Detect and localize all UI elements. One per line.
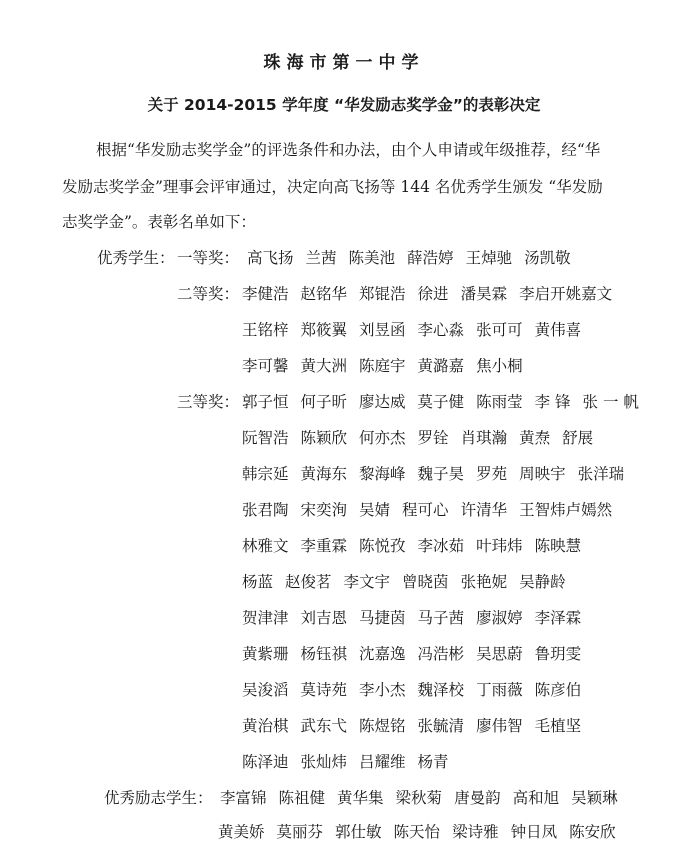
inspirational-row [220, 786, 630, 808]
award-name: 黄潞嘉 [417, 357, 465, 375]
award-name: 黄伟喜 [534, 321, 582, 339]
category-inspirational-label: 优秀励志学生： [104, 789, 213, 807]
third-prize-row [242, 678, 593, 700]
award-name: 吴静龄 [519, 573, 566, 591]
award-name: 廖淑婷 [476, 609, 523, 627]
second-prize-row [242, 354, 535, 376]
second-prize-row [242, 282, 624, 304]
award-name: 冯浩彬 [417, 645, 465, 663]
award-name: 杨钰祺 [300, 645, 348, 663]
award-name: 廖伟智 [476, 717, 523, 735]
award-name: 毛植坚 [534, 717, 582, 735]
award-name: 郑筱翼 [300, 321, 348, 339]
award-name: 肖琪瀚 [460, 429, 508, 447]
third-prize-row [242, 390, 651, 412]
award-name: 梁秋菊 [395, 789, 443, 807]
award-name: 陈安欣 [569, 823, 616, 841]
award-name: 黄紫珊 [242, 645, 289, 663]
award-name: 舒展 [562, 429, 594, 447]
award-name: 陈天怡 [393, 823, 441, 841]
award-name: 黄焘 [519, 429, 551, 447]
award-name: 徐进 [417, 285, 449, 303]
award-name: 沈嘉逸 [359, 645, 406, 663]
intro-line-1: 根据“华发励志奖学金”的评选条件和办法，由个人申请或年级推荐，经“华 [96, 141, 601, 159]
award-name: 韩宗延 [242, 465, 289, 483]
award-name: 马子茜 [417, 609, 465, 627]
award-name: 唐曼韵 [454, 789, 501, 807]
award-name: 贺津津 [242, 609, 289, 627]
award-name: 陈庭宇 [359, 357, 406, 375]
award-name: 李重霖 [300, 537, 348, 555]
award-name: 李启开姚嘉文 [519, 285, 613, 303]
award-name: 陈悦孜 [359, 537, 406, 555]
award-name: 兰茜 [305, 249, 337, 267]
first-prize-names [247, 246, 583, 268]
category-excellent-label: 优秀学生： [97, 249, 175, 267]
award-name: 陈美池 [348, 249, 396, 267]
award-name: 阮智浩 [242, 429, 289, 447]
award-name: 程可心 [402, 501, 449, 519]
award-name: 黄华集 [337, 789, 384, 807]
third-prize-row [242, 570, 578, 592]
award-name: 林雅文 [242, 537, 289, 555]
award-name: 莫丽芬 [276, 823, 324, 841]
award-name: 吴婧 [359, 501, 391, 519]
third-prize-row [242, 498, 624, 520]
award-name: 马捷茵 [359, 609, 406, 627]
third-prize-row [242, 714, 593, 736]
award-name: 魏子昊 [417, 465, 465, 483]
award-name: 吴浚滔 [242, 681, 289, 699]
award-name: 黄大洲 [300, 357, 348, 375]
award-name: 梁诗雅 [452, 823, 499, 841]
award-name: 王焯驰 [465, 249, 513, 267]
award-name: 郭仕敏 [335, 823, 382, 841]
award-name: 薛浩婷 [407, 249, 454, 267]
award-name: 李可馨 [242, 357, 289, 375]
third-prize-row [242, 642, 593, 664]
award-name: 张灿炜 [300, 753, 348, 771]
award-name: 丁雨薇 [476, 681, 523, 699]
award-name: 李健浩 [242, 285, 289, 303]
award-name: 杨青 [417, 753, 449, 771]
award-name: 罗苑 [476, 465, 508, 483]
award-name: 黄美娇 [218, 823, 265, 841]
award-name: 焦小桐 [476, 357, 523, 375]
award-name: 潘昊霖 [460, 285, 508, 303]
award-name: 陈雨莹 [476, 393, 523, 411]
award-name: 何亦杰 [359, 429, 406, 447]
award-name: 莫诗苑 [300, 681, 348, 699]
award-name: 吴颖琳 [571, 789, 618, 807]
intro-line-3: 志奖学金”。表彰名单如下： [62, 213, 256, 231]
award-name: 周映宇 [519, 465, 566, 483]
intro-line-2: 发励志奖学金”理事会评审通过，决定向高飞扬等 144 名优秀学生颁发 “华发励 [62, 178, 603, 196]
award-name: 吕耀维 [359, 753, 406, 771]
award-name: 武东弋 [300, 717, 348, 735]
award-name: 陈祖健 [278, 789, 326, 807]
award-name: 王智炜卢嫣然 [519, 501, 613, 519]
award-name: 张可可 [476, 321, 523, 339]
award-name: 曾晓茵 [402, 573, 449, 591]
award-name: 李文宇 [343, 573, 391, 591]
award-name: 钟日凤 [510, 823, 558, 841]
award-name: 张洋瑞 [577, 465, 625, 483]
award-name: 李小杰 [359, 681, 406, 699]
award-name: 杨蓝 [242, 573, 274, 591]
award-name: 许清华 [460, 501, 508, 519]
award-name: 莫子健 [417, 393, 465, 411]
award-name: 刘吉恩 [300, 609, 348, 627]
award-name: 张毓清 [417, 717, 465, 735]
third-prize-label: 三等奖： [177, 393, 240, 411]
award-name: 郭子恒 [242, 393, 289, 411]
third-prize-row [242, 750, 461, 772]
award-name: 罗铨 [417, 429, 449, 447]
award-name: 李泽霖 [534, 609, 582, 627]
award-name: 叶玮炜 [476, 537, 523, 555]
award-name: 张艳妮 [460, 573, 508, 591]
award-name: 张 一 帆 [582, 393, 639, 411]
first-prize-label: 一等奖： [177, 249, 240, 267]
award-name: 李 锋 [534, 393, 571, 411]
award-name: 陈映慧 [534, 537, 582, 555]
award-name: 李心淼 [417, 321, 465, 339]
award-name: 陈煜铭 [359, 717, 406, 735]
award-name: 汤凯敬 [524, 249, 571, 267]
award-name: 高飞扬 [247, 249, 294, 267]
award-name: 刘昱函 [359, 321, 406, 339]
award-name: 陈泽迪 [242, 753, 289, 771]
award-name: 黎海峰 [359, 465, 406, 483]
award-name: 高和旭 [512, 789, 560, 807]
third-prize-row [242, 534, 593, 556]
award-name: 魏泽校 [417, 681, 465, 699]
award-name: 黄海东 [300, 465, 348, 483]
award-name: 郑锟浩 [359, 285, 406, 303]
award-name: 李富锦 [220, 789, 267, 807]
award-name: 赵俊茗 [285, 573, 332, 591]
second-prize-row [242, 318, 593, 340]
third-prize-row [242, 426, 605, 448]
award-name: 黄治棋 [242, 717, 289, 735]
third-prize-row [242, 462, 636, 484]
document-title: 关于 2014-2015 学年度 “华发励志奖学金”的表彰决定 [147, 96, 541, 114]
award-name: 宋奕洵 [300, 501, 348, 519]
award-name: 陈彦伯 [534, 681, 582, 699]
award-name: 陈颖欣 [300, 429, 348, 447]
award-name: 鲁玥雯 [534, 645, 582, 663]
award-name: 王铭梓 [242, 321, 289, 339]
inspirational-row [218, 820, 628, 842]
award-name: 廖达威 [359, 393, 406, 411]
award-name: 何子昕 [300, 393, 348, 411]
award-name: 赵铭华 [300, 285, 348, 303]
award-name: 张君陶 [242, 501, 289, 519]
third-prize-row [242, 606, 593, 628]
second-prize-label: 二等奖： [177, 285, 240, 303]
award-name: 吴思蔚 [476, 645, 523, 663]
award-name: 李冰茹 [417, 537, 465, 555]
school-name: 珠海市第一中学 [263, 53, 425, 73]
